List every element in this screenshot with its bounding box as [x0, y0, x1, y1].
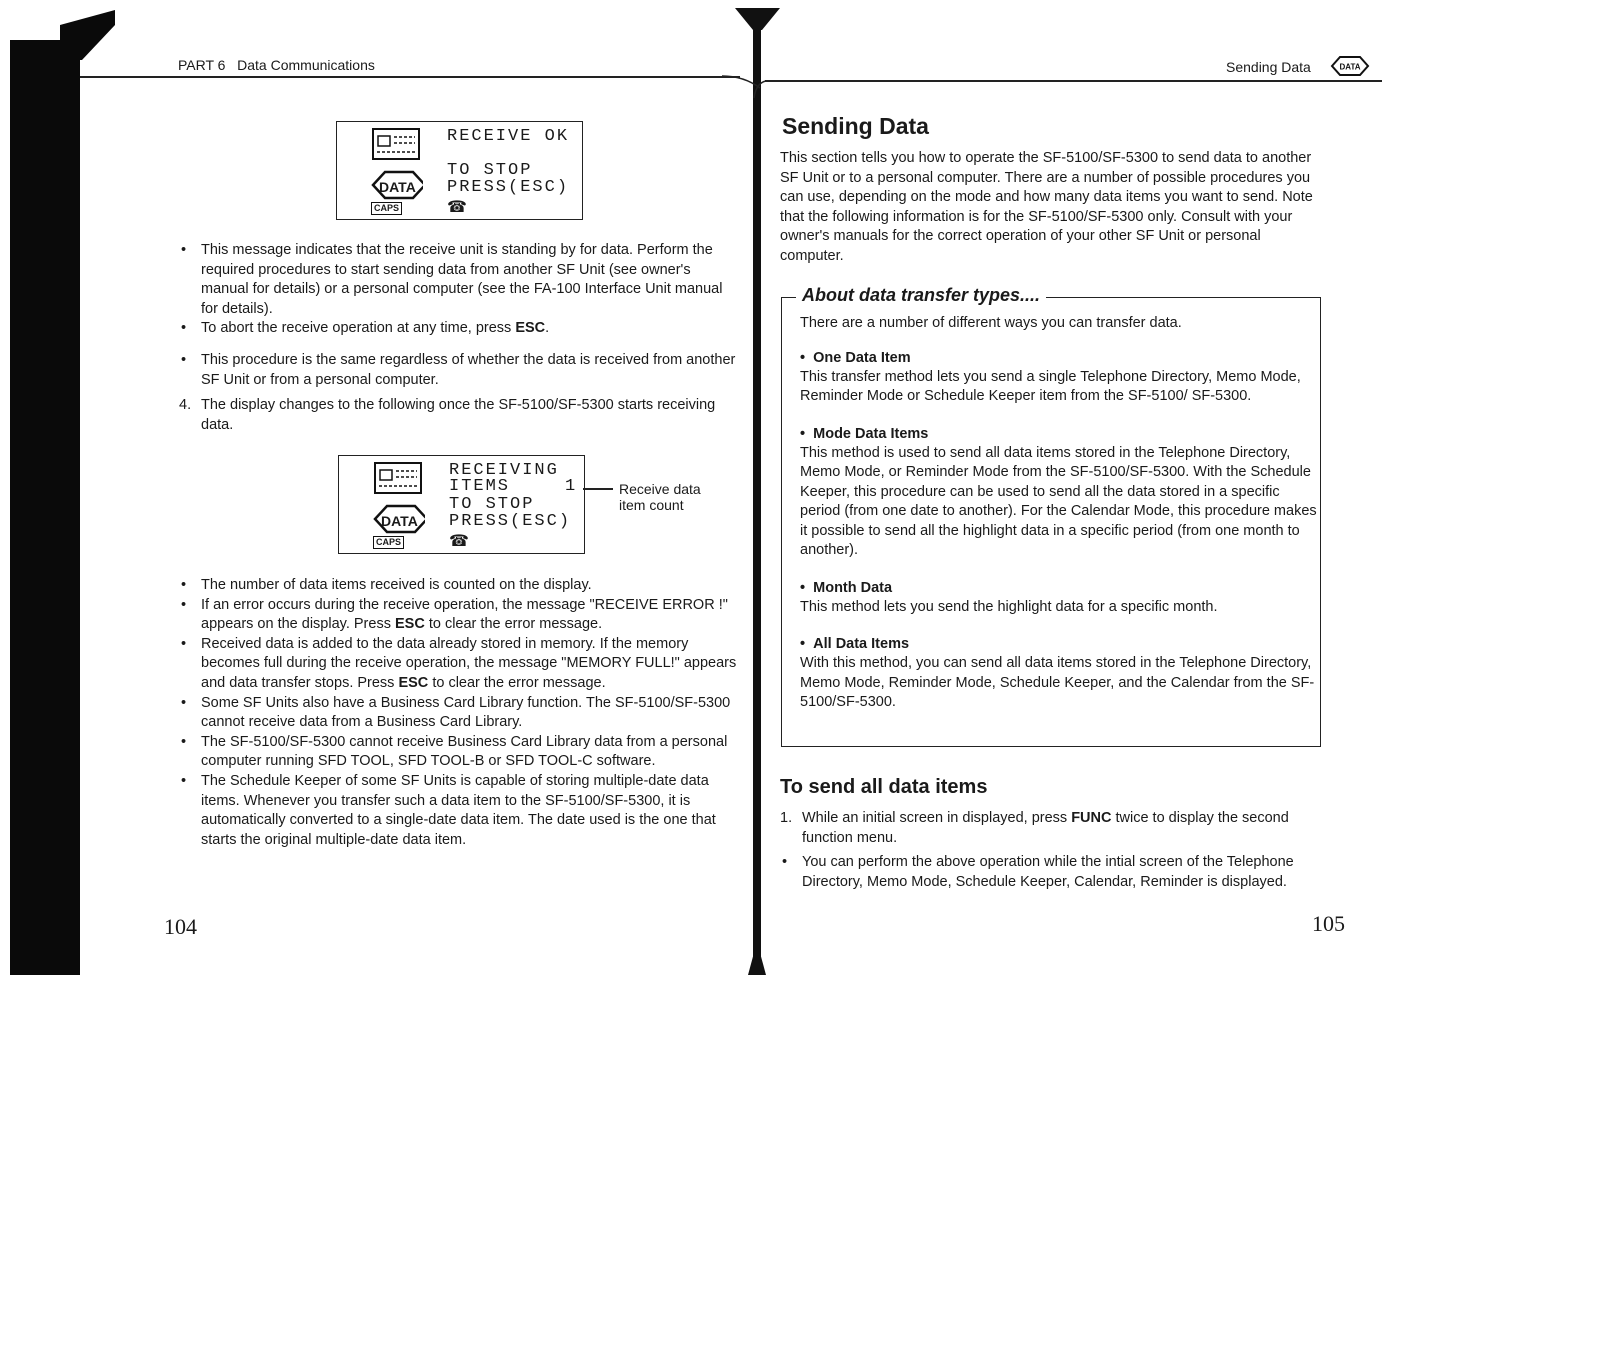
lcd1-line2: TO STOP: [447, 161, 533, 180]
center-fold: [753, 10, 761, 975]
box-intro: There are a number of different ways you can transfer data.: [800, 315, 1182, 331]
list-item: • This message indicates that the receive unit is standing by for data. Perform the required procedures to start sending data from another SF Unit (see owner's manual for details) or a personal computer (see the FA-100 Interface Unit manual for details).: [177, 241, 737, 319]
transfer-type-text: This method lets you send the highlight data for a specific month.: [800, 598, 1218, 615]
transfer-type-heading: • One Data Item: [800, 349, 911, 366]
intro-paragraph: This section tells you how to operate the SF-5100/SF-5300 to send data to another SF Unit or to a personal computer. There are a number of possible procedures you can use, depending on the mode and how many data items you want to send. Note that the following information is for the SF-5100/SF-5300 only. Consult with your owner's manuals for the correct operation of your other SF Unit or personal computer.: [780, 150, 1313, 264]
step-4: [179, 395, 735, 435]
list-item: • To abort the receive operation at any time, press ESC.: [177, 319, 737, 339]
transfer-type-all-data-items: [800, 634, 1320, 713]
right-rule-curve: [752, 80, 772, 100]
lcd2-line1: RECEIVING: [449, 461, 559, 480]
list-item: • The SF-5100/SF-5300 cannot receive Business Card Library data from a personal computer running SFD TOOL, SFD TOOL-B or SFD TOOL-C software.: [177, 733, 737, 772]
phone-icon: ☎: [449, 533, 469, 550]
lcd-receive-ok: [336, 121, 583, 220]
memo-icon: [375, 463, 421, 493]
left-running-header: [178, 57, 375, 73]
left-bullets-3: [177, 576, 737, 850]
callout-receive-count: Receive data item count: [619, 481, 701, 513]
lcd-receiving: [338, 455, 585, 554]
center-fold-bottom: [748, 955, 766, 975]
transfer-type-text: This transfer method lets you send a single Telephone Directory, Memo Mode, Reminder Mode or Schedule Keeper item from the SF-5100/ SF-5300.: [800, 368, 1301, 404]
right-bullets: [778, 853, 1320, 892]
phone-icon: ☎: [447, 199, 467, 216]
lcd2-item-count: 1: [565, 477, 576, 496]
list-item: • The number of data items received is counted on the display.: [177, 576, 737, 596]
transfer-types-title: About data transfer types....: [796, 285, 1046, 306]
transfer-types-content: [800, 314, 1320, 713]
step-text: The display changes to the following once the SF-5100/SF-5300 starts receiving data.: [201, 397, 716, 433]
transfer-type-one-data-item: [800, 348, 1320, 407]
caps-indicator: CAPS: [371, 202, 402, 215]
scan-binding-corner: [60, 10, 115, 60]
left-header-rule: [80, 76, 740, 78]
list-item: • Some SF Units also have a Business Card Library function. The SF-5100/SF-5300 cannot receive data from a Business Card Library.: [177, 694, 737, 733]
step-1: [780, 808, 1320, 848]
step-text: While an initial screen in displayed, press FUNC twice to display the second function menu.: [802, 810, 1289, 846]
transfer-type-text: With this method, you can send all data items stored in the Telephone Directory, Memo Mode, Reminder Mode, Schedule Keeper, and the Calendar from the SF-5100/SF-5300.: [800, 655, 1315, 710]
transfer-type-heading: • All Data Items: [800, 636, 910, 652]
right-header-rule: [765, 80, 1382, 82]
lcd2-line4: PRESS(ESC): [449, 512, 572, 531]
page-number-left: 104: [164, 914, 197, 939]
left-bullets-2: [177, 351, 737, 390]
part-label: PART 6: [178, 57, 226, 73]
chapter-title: Data Communications: [237, 57, 375, 73]
step-number: 1.: [780, 810, 793, 826]
lcd2-line2: ITEMS: [449, 477, 511, 496]
memo-icon: [373, 129, 419, 159]
section-title: Sending Data: [782, 113, 929, 139]
list-item: • You can perform the above operation while the intial screen of the Telephone Directory, Memo Mode, Schedule Keeper, Calendar, Reminder is displayed.: [778, 853, 1320, 892]
left-bullets-1: [177, 241, 737, 339]
transfer-type-mode-data-items: [800, 424, 1320, 561]
transfer-type-heading: • Mode Data Items: [800, 425, 929, 442]
subsection-title: To send all data items: [780, 776, 988, 798]
transfer-type-heading: • Month Data: [800, 579, 893, 596]
page-number-right: 105: [1312, 911, 1345, 936]
caps-indicator: CAPS: [373, 536, 404, 549]
transfer-type-text: This method is used to send all data items stored in the Telephone Directory, Memo Mode, or Reminder Mode from the SF-5100/SF-5300. With the Schedule Keeper, this procedure can be used to send all the data stored in a specific period (from one date to another). For the Calendar Mode, this procedure makes it possible to send all the highlight data in a specific period (from one month to another).: [800, 444, 1317, 558]
list-item: • The Schedule Keeper of some SF Units is capable of storing multiple-date data items. Whenever you transfer such a data item to the SF-5100/SF-5300, it is automatically converted to a single-date data item. The date used is the one that starts the original multiple-date data item.: [177, 772, 737, 850]
data-icon: [1330, 54, 1370, 78]
data-icon-label: DATA: [1339, 62, 1361, 72]
lcd2-line3: TO STOP: [449, 495, 535, 514]
callout-leader-line: [583, 488, 613, 490]
transfer-type-month-data: [800, 578, 1320, 618]
list-item: • This procedure is the same regardless of whether the data is received from another SF Unit or from a personal computer.: [177, 351, 737, 390]
lcd2-data-label: DATA: [381, 513, 418, 529]
step-number: 4.: [179, 397, 192, 413]
list-item: • If an error occurs during the receive operation, the message "RECEIVE ERROR !" appears on the display. Press ESC to clear the error message.: [177, 596, 737, 635]
right-running-header: Sending Data: [1226, 59, 1311, 75]
lcd1-line1: RECEIVE OK: [447, 127, 570, 146]
lcd1-line3: PRESS(ESC): [447, 178, 570, 197]
scan-binding-edge: [10, 40, 80, 975]
lcd1-data-label: DATA: [379, 179, 416, 195]
list-item: • Received data is added to the data already stored in memory. If the memory becomes full during the receive operation, the message "MEMORY FULL!" appears and data transfer stops. Press ESC to clear the error message.: [177, 635, 737, 694]
